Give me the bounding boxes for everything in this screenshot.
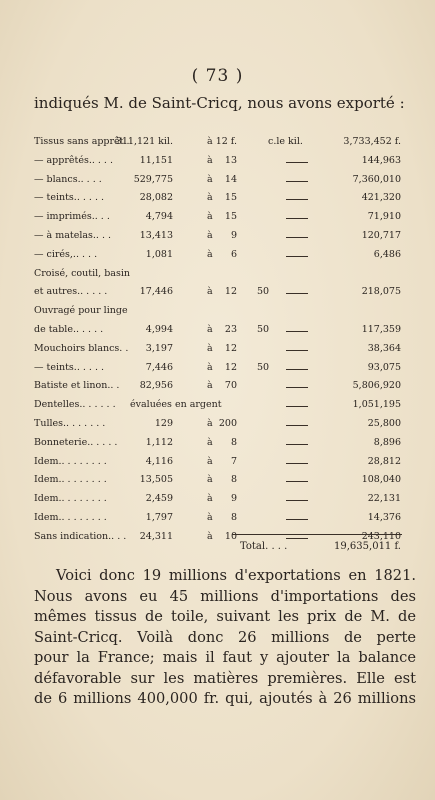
table-row xyxy=(0,493,435,513)
ditto-dash xyxy=(286,199,308,200)
row-label: — à matelas.. . . xyxy=(34,230,112,241)
row-label: Idem.. . . . . . . . xyxy=(34,493,107,505)
table-row xyxy=(0,362,435,382)
ditto-dash xyxy=(286,444,308,445)
ditto-dash xyxy=(286,350,308,351)
row-label: — imprimés.. . . xyxy=(34,211,110,223)
table-row xyxy=(0,249,435,269)
row-quantity: 129 xyxy=(154,418,173,429)
ditto-dash xyxy=(286,331,308,332)
ditto-dash xyxy=(286,425,308,426)
ditto-dash xyxy=(286,500,308,501)
row-price: 7 xyxy=(230,455,237,467)
table-row xyxy=(0,174,435,194)
row-quantity: 13,413 xyxy=(139,230,173,241)
row-quantity: 4,116 xyxy=(145,455,173,467)
row-quantity: 28,082 xyxy=(139,192,173,204)
row-label: Croisé, coutil, basin xyxy=(34,267,130,279)
row-quantity: 13,505 xyxy=(139,474,173,486)
row-label: Mouchoirs blancs. . xyxy=(34,342,129,354)
row-label: — cirés,.. . . . xyxy=(34,248,98,260)
row-a: à xyxy=(207,286,213,298)
paragraph-line: défavorable sur les matières premières. Elle est xyxy=(34,669,416,687)
row-label: Batiste et linon.. . xyxy=(34,380,120,392)
ditto-dash xyxy=(286,538,308,539)
row-total: 3,733,452 f. xyxy=(343,136,401,147)
row-price: 8 xyxy=(230,436,237,448)
row-a: à xyxy=(207,192,213,204)
row-a: à xyxy=(207,493,213,505)
row-cents: 50 xyxy=(257,286,270,298)
row-quantity: 7,446 xyxy=(145,361,173,373)
row-total: 218,075 xyxy=(361,286,401,298)
row-total: 8,896 xyxy=(373,436,401,448)
row-quantity: 82,956 xyxy=(139,380,173,392)
row-total: 243,110 xyxy=(361,530,401,542)
table-row xyxy=(0,512,435,532)
row-a: à xyxy=(207,136,213,147)
row-quantity: 4,994 xyxy=(145,324,173,335)
row-total: 421,320 xyxy=(361,192,401,204)
ditto-dash xyxy=(286,519,308,520)
ditto-dash xyxy=(286,237,308,238)
row-quantity: 3,197 xyxy=(145,342,173,354)
row-price: 15 xyxy=(224,211,237,223)
row-price: 6 xyxy=(230,248,237,260)
ditto-dash xyxy=(286,387,308,388)
table-row xyxy=(0,192,435,212)
table-row xyxy=(0,456,435,476)
table-row xyxy=(0,474,435,494)
row-quantity: 2,459 xyxy=(145,493,173,505)
row-price: 23 xyxy=(224,324,237,335)
row-cents: 50 xyxy=(257,361,270,373)
row-label: — apprêtés.. . . . xyxy=(34,154,113,166)
table-row xyxy=(0,399,435,419)
row-quantity: 4,794 xyxy=(145,211,173,223)
row-label: Ouvragé pour linge xyxy=(34,305,128,317)
row-quantity: 17,446 xyxy=(139,286,173,298)
row-quantity: 529,775 xyxy=(133,173,173,185)
paragraph-line: mêmes tissus de toile, suivant les prix de M. de xyxy=(34,608,416,625)
row-a: à xyxy=(207,324,213,335)
table-row xyxy=(0,268,435,288)
table-row xyxy=(0,305,435,325)
row-a: à xyxy=(207,154,213,166)
row-a: à xyxy=(207,211,213,223)
row-label: Idem.. . . . . . . . xyxy=(34,474,107,486)
row-total: 71,910 xyxy=(367,211,401,223)
row-total: 38,364 xyxy=(367,342,401,354)
row-price: 8 xyxy=(230,512,237,523)
row-label: Sans indication.. . . xyxy=(34,530,127,542)
row-price: 9 xyxy=(230,230,237,241)
row-quantity: 11,151 xyxy=(139,154,173,166)
row-quantity: 1,081 xyxy=(145,248,173,260)
row-quantity: 1,797 xyxy=(145,512,173,523)
ditto-dash xyxy=(286,369,308,370)
row-a: à xyxy=(207,436,213,448)
ditto-dash xyxy=(286,463,308,464)
table-row xyxy=(0,380,435,400)
row-cents: 50 xyxy=(257,324,270,335)
row-label: Tissus sans apprêt... xyxy=(34,136,133,147)
row-total: 108,040 xyxy=(361,474,401,486)
body-paragraph xyxy=(34,566,416,710)
row-price: 15 xyxy=(224,192,237,204)
row-price: 14 xyxy=(224,173,237,185)
total-label: Total. . . . xyxy=(240,541,288,552)
intro-line: indiqués M. de Saint-Cricq, nous avons exporté : xyxy=(34,94,405,112)
row-total: 93,075 xyxy=(367,361,401,373)
row-label: Bonneterie.. . . . . xyxy=(34,436,118,448)
row-total: 25,800 xyxy=(367,418,401,429)
row-total: 6,486 xyxy=(373,248,401,260)
paragraph-line: Voici donc 19 millions d'exportations en 1821. xyxy=(56,567,416,584)
ditto-dash xyxy=(286,218,308,219)
row-label: — blancs.. . . . xyxy=(34,173,102,185)
row-quantity: 1,112 xyxy=(145,436,173,448)
row-label: Idem.. . . . . . . . xyxy=(34,455,107,467)
row-a: à xyxy=(207,173,213,185)
table-row xyxy=(0,136,435,156)
table-row xyxy=(0,211,435,231)
row-label: Idem.. . . . . . . . xyxy=(34,512,107,523)
row-price: 12 xyxy=(224,361,237,373)
row-price: 12 f. xyxy=(215,136,237,147)
row-total: 7,360,010 xyxy=(352,173,401,185)
page-number: ( 73 ) xyxy=(191,66,244,86)
row-a: à xyxy=(207,248,213,260)
row-price: 8 xyxy=(230,474,237,486)
paragraph-line: de 6 millions 400,000 fr. qui, ajoutés à 26 millions xyxy=(34,690,416,707)
row-a: à xyxy=(207,361,213,373)
row-a: à xyxy=(207,418,213,429)
row-price: 9 xyxy=(230,493,237,505)
row-price: 12 xyxy=(224,342,237,354)
table-row xyxy=(0,324,435,344)
row-price: 200 xyxy=(218,418,237,429)
paragraph-line: Nous avons eu 45 millions d'importations des xyxy=(34,587,416,605)
row-price: 10 xyxy=(224,530,237,542)
row-label: Tulles.. . . . . . . xyxy=(34,418,106,429)
row-a: à xyxy=(207,230,213,241)
row-total: 22,131 xyxy=(367,493,401,505)
row-label: — teints.. . . . . xyxy=(34,361,105,373)
table-row xyxy=(0,155,435,175)
row-total: 117,359 xyxy=(361,324,401,335)
unit-header: c.le kil. xyxy=(268,136,303,147)
row-price: 12 xyxy=(224,286,237,298)
row-a: à xyxy=(207,455,213,467)
paragraph-line: Saint-Cricq. Voilà donc 26 millions de perte xyxy=(34,628,416,646)
row-quantity: 24,311 xyxy=(139,530,173,542)
ditto-dash xyxy=(286,481,308,482)
row-total: 5,806,920 xyxy=(352,380,401,392)
row-evaluation: évaluées en argent xyxy=(130,399,222,411)
row-price: 70 xyxy=(224,380,237,392)
row-total: 28,812 xyxy=(367,455,401,467)
row-label: — teints.. . . . . xyxy=(34,192,105,204)
ditto-dash xyxy=(286,162,308,163)
row-total: 144,963 xyxy=(361,154,401,166)
row-a: à xyxy=(207,342,213,354)
table-row xyxy=(0,437,435,457)
total-value: 19,635,011 f. xyxy=(334,541,401,552)
row-total: 120,717 xyxy=(361,230,401,241)
table-row xyxy=(0,230,435,250)
row-a: à xyxy=(207,512,213,523)
ditto-dash xyxy=(286,181,308,182)
row-a: à xyxy=(207,530,213,542)
table-row xyxy=(0,286,435,306)
ditto-dash xyxy=(286,256,308,257)
table-row xyxy=(0,343,435,363)
row-a: à xyxy=(207,380,213,392)
row-total: 1,051,195 xyxy=(352,399,401,411)
row-label: et autres.. . . . . xyxy=(34,286,108,298)
row-label: de table.. . . . . xyxy=(34,324,104,335)
paragraph-line: pour la France; mais il faut y ajouter la balance xyxy=(34,649,416,666)
row-a: à xyxy=(207,474,213,486)
sum-rule xyxy=(232,534,402,535)
ditto-dash xyxy=(286,293,308,294)
ditto-dash xyxy=(286,406,308,407)
table-row xyxy=(0,418,435,438)
row-price: 13 xyxy=(224,154,237,166)
row-total: 14,376 xyxy=(367,512,401,523)
row-quantity: 311,121 kil. xyxy=(115,136,173,147)
row-label: Dentelles.. . . . . . xyxy=(34,399,116,411)
